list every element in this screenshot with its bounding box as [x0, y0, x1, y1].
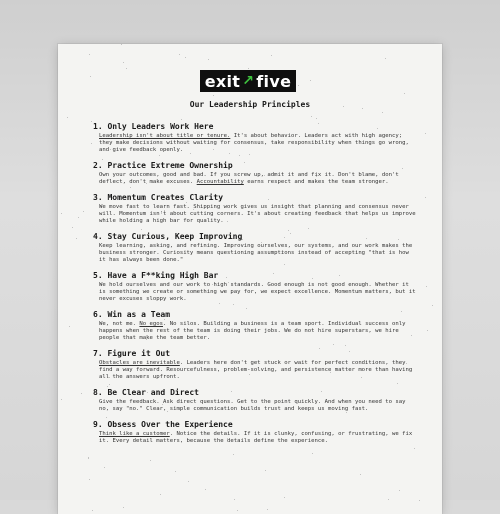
paper-speck	[399, 490, 400, 491]
principle-body: Give the feedback. Ask direct questions. Get to the point quickly. And when you need to say no, say "no." Clear, simple communication builds trust and keeps us moving fast.	[99, 399, 406, 412]
principle-item	[93, 388, 416, 413]
principle-item	[93, 420, 416, 445]
paper-speck	[181, 119, 182, 120]
paper-speck	[179, 54, 180, 55]
paper-speck	[233, 454, 234, 455]
principle-heading: 3. Momentum Creates Clarity	[93, 193, 224, 202]
paper-speck	[72, 227, 73, 228]
paper-speck	[175, 471, 176, 472]
page-title: Our Leadership Principles	[189, 100, 311, 109]
paper-speck	[208, 59, 209, 60]
exit-five-logo	[200, 70, 296, 92]
paper-speck	[126, 68, 127, 69]
paper-speck	[265, 470, 266, 471]
paper-speck	[61, 213, 62, 214]
paper-speck	[83, 211, 84, 212]
principle-item	[93, 122, 416, 154]
paper-speck	[382, 112, 383, 113]
principles-list	[93, 122, 416, 452]
paper-speck	[205, 489, 206, 490]
paper-speck	[298, 85, 299, 86]
paper-speck	[284, 497, 285, 498]
principle-heading: 7. Figure it Out	[93, 349, 171, 358]
principle-item	[93, 271, 416, 303]
paper-speck	[316, 118, 317, 119]
principle-heading: 9. Obsess Over the Experience	[93, 420, 233, 429]
paper-speck	[425, 197, 426, 198]
principle-body: Think like a customer. Notice the details. If it is clunky, confusing, or frustrating, we fix it. Every detail matters, because the details define the experience.	[99, 431, 413, 444]
paper-speck	[104, 467, 105, 468]
paper-speck	[426, 286, 427, 287]
principle-body: We move fast to learn fast. Shipping work gives us insight that planning and consensus never will. Momentum isn't about cutting corners. It's about creating feedback that helps us improve while holding a high bar for quality.	[99, 204, 416, 224]
principle-item	[93, 310, 416, 342]
principle-item	[93, 193, 416, 225]
principle-heading: 2. Practice Extreme Ownership	[93, 161, 233, 170]
paper-speck	[123, 62, 124, 63]
principle-heading: 8. Be Clear and Direct	[93, 388, 199, 397]
logo-word-exit: exit	[204, 71, 241, 91]
paper-speck	[81, 393, 82, 394]
principle-item	[93, 232, 416, 264]
paper-speck	[89, 54, 90, 55]
paper-speck	[92, 510, 93, 511]
principle-body: We, not me. No egos. No silos. Building a business is a team sport. Individual success only happens when the rest of the team is doing their jobs. We do not hire superstars, we hire people that make the team better.	[99, 321, 406, 341]
logo-word-five: five	[256, 71, 292, 91]
paper-speck	[88, 458, 89, 459]
paper-speck	[61, 399, 62, 400]
principle-body: Keep learning, asking, and refining. Improving ourselves, our systems, and our work makes the business stronger. Curiosity means questioning assumptions instead of accepting "that is how it has always been done."	[99, 243, 413, 263]
paper-speck	[150, 460, 151, 461]
paper-speck	[69, 326, 70, 327]
paper-speck	[78, 217, 79, 218]
paper-speck	[90, 76, 91, 77]
paper-speck	[185, 57, 186, 58]
paper-speck	[89, 479, 90, 480]
paper-speck	[427, 330, 428, 331]
paper-speck	[123, 507, 124, 508]
principle-heading: 6. Win as a Team	[93, 310, 171, 319]
paper-speck	[76, 238, 77, 239]
principle-body: Own your outcomes, good and bad. If you screw up, admit it and fix it. Don't blame, don't deflect, don't make excuses. Accountability earns respect and makes the team stronger.	[99, 172, 399, 185]
principle-item	[93, 349, 416, 381]
principle-body: Obstacles are inevitable. Leaders here don't get stuck or wait for perfect conditions, they find a way forward. Resourcefulness, problem-solving, and persistence matter more than having all the answers upfront.	[99, 360, 413, 380]
paper-speck	[432, 305, 433, 306]
paper-speck	[160, 494, 161, 495]
principle-item	[93, 161, 416, 186]
principle-heading: 4. Stay Curious, Keep Improving	[93, 232, 243, 241]
paper-speck	[425, 133, 426, 134]
principle-body: Leadership isn't about title or tenure. It's about behavior. Leaders act with high agency; they make decisions without waiting for consensus, take responsibility when things go wrong, and give feedback openly.	[99, 133, 409, 153]
paper-speck	[67, 117, 68, 118]
document-page	[58, 44, 442, 514]
paper-speck	[311, 116, 312, 117]
paper-speck	[312, 453, 313, 454]
paper-speck	[404, 93, 405, 94]
paper-speck	[188, 481, 189, 482]
paper-speck	[360, 474, 361, 475]
paper-speck	[91, 121, 92, 122]
paper-speck	[310, 80, 311, 81]
paper-speck	[267, 509, 268, 510]
paper-speck	[213, 95, 214, 96]
principle-body: We hold ourselves and our work to high standards. Good enough is not good enough. Whether it is something we create or something we pay for, we expect excellence. Momentum matters, but it never excuses sloppy work.	[99, 282, 416, 302]
paper-speck	[271, 55, 272, 56]
paper-speck	[385, 58, 386, 59]
paper-speck	[234, 499, 235, 500]
paper-speck	[237, 510, 238, 511]
paper-speck	[121, 44, 122, 45]
arrow-icon: ↗	[242, 73, 255, 89]
principle-heading: 1. Only Leaders Work Here	[93, 122, 214, 131]
principle-heading: 5. Have a F**king High Bar	[93, 271, 219, 280]
paper-speck	[91, 143, 92, 144]
